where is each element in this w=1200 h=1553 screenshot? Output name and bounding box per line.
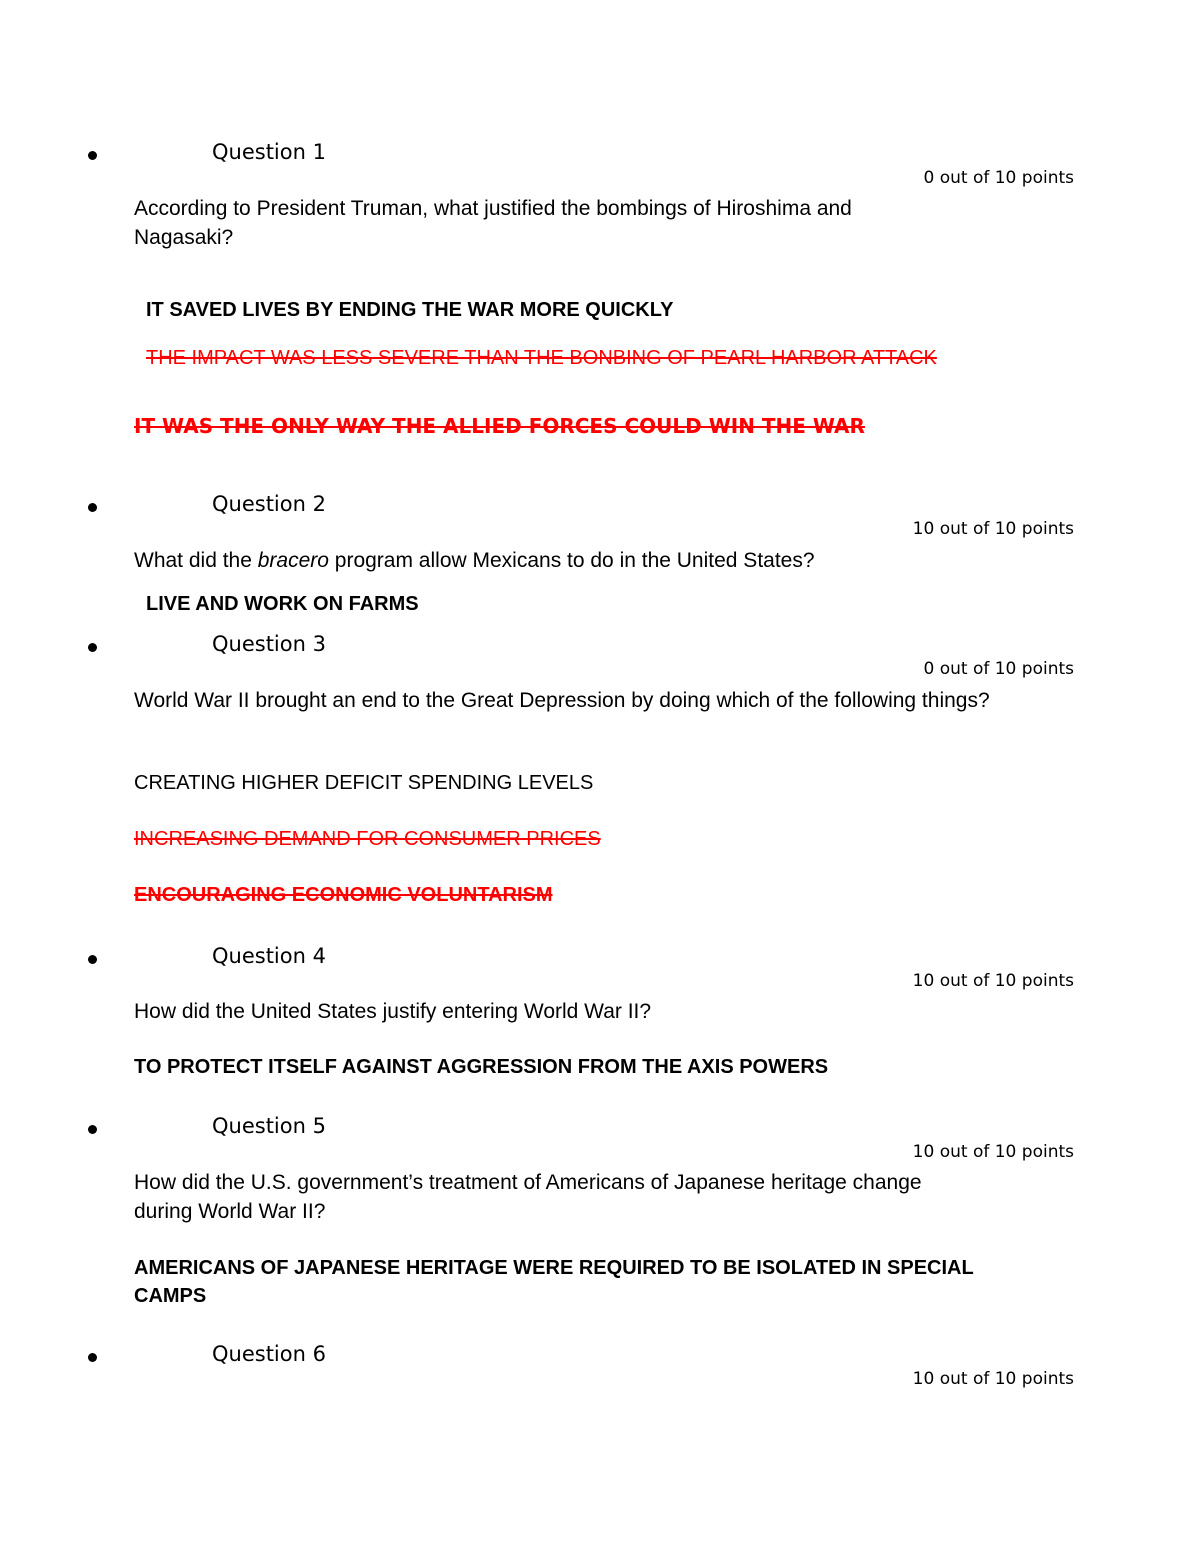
question-heading: Question 4 xyxy=(212,944,326,968)
question-text: World War II brought an end to the Great Depression by doing which of the following things? xyxy=(134,689,990,712)
question-text: According to President Truman, what justified the bombings of Hiroshima and Nagasaki? xyxy=(134,197,852,249)
points-score: 0 out of 10 points xyxy=(923,659,1074,679)
bullet-icon xyxy=(88,1125,97,1134)
bullet-icon xyxy=(88,151,97,160)
answer-selected: IT SAVED LIVES BY ENDING THE WAR MORE QUICKLY xyxy=(146,299,674,321)
bullet-icon xyxy=(88,643,97,652)
answer-plain: CREATING HIGHER DEFICIT SPENDING LEVELS xyxy=(134,772,594,794)
answer-selected: LIVE AND WORK ON FARMS xyxy=(146,593,419,615)
answer-struck: ENCOURAGING ECONOMIC VOLUNTARISM xyxy=(134,884,553,906)
points-score: 10 out of 10 points xyxy=(912,1142,1074,1162)
answer-selected: AMERICANS OF JAPANESE HERITAGE WERE REQUIRED TO BE ISOLATED IN SPECIAL CAMPS xyxy=(134,1257,974,1307)
question-heading: Question 2 xyxy=(212,492,326,516)
question-heading: Question 6 xyxy=(212,1342,326,1366)
points-score: 10 out of 10 points xyxy=(912,519,1074,539)
bullet-icon xyxy=(88,955,97,964)
bullet-icon xyxy=(88,503,97,512)
question-heading: Question 3 xyxy=(212,632,326,656)
bullet-icon xyxy=(88,1353,97,1362)
question-text: How did the United States justify entering World War II? xyxy=(134,1000,652,1023)
answer-struck: INCREASING DEMAND FOR CONSUMER PRICES xyxy=(134,828,601,850)
question-heading: Question 5 xyxy=(212,1114,326,1138)
answer-struck: THE IMPACT WAS LESS SEVERE THAN THE BONBING OF PEARL HARBOR ATTACK xyxy=(146,347,937,369)
points-score: 0 out of 10 points xyxy=(923,168,1074,188)
question-heading: Question 1 xyxy=(212,140,326,164)
points-score: 10 out of 10 points xyxy=(912,971,1074,991)
points-score: 10 out of 10 points xyxy=(912,1369,1074,1389)
question-text: How did the U.S. government’s treatment of Americans of Japanese heritage change during World War II? xyxy=(134,1171,922,1223)
answer-struck: IT WAS THE ONLY WAY THE ALLIED FORCES COULD WIN THE WAR xyxy=(134,414,865,438)
term-bracero: bracero xyxy=(257,549,329,572)
answer-selected: TO PROTECT ITSELF AGAINST AGGRESSION FROM THE AXIS POWERS xyxy=(134,1056,829,1078)
question-text: What did the bracero program allow Mexicans to do in the United States? xyxy=(134,549,815,572)
